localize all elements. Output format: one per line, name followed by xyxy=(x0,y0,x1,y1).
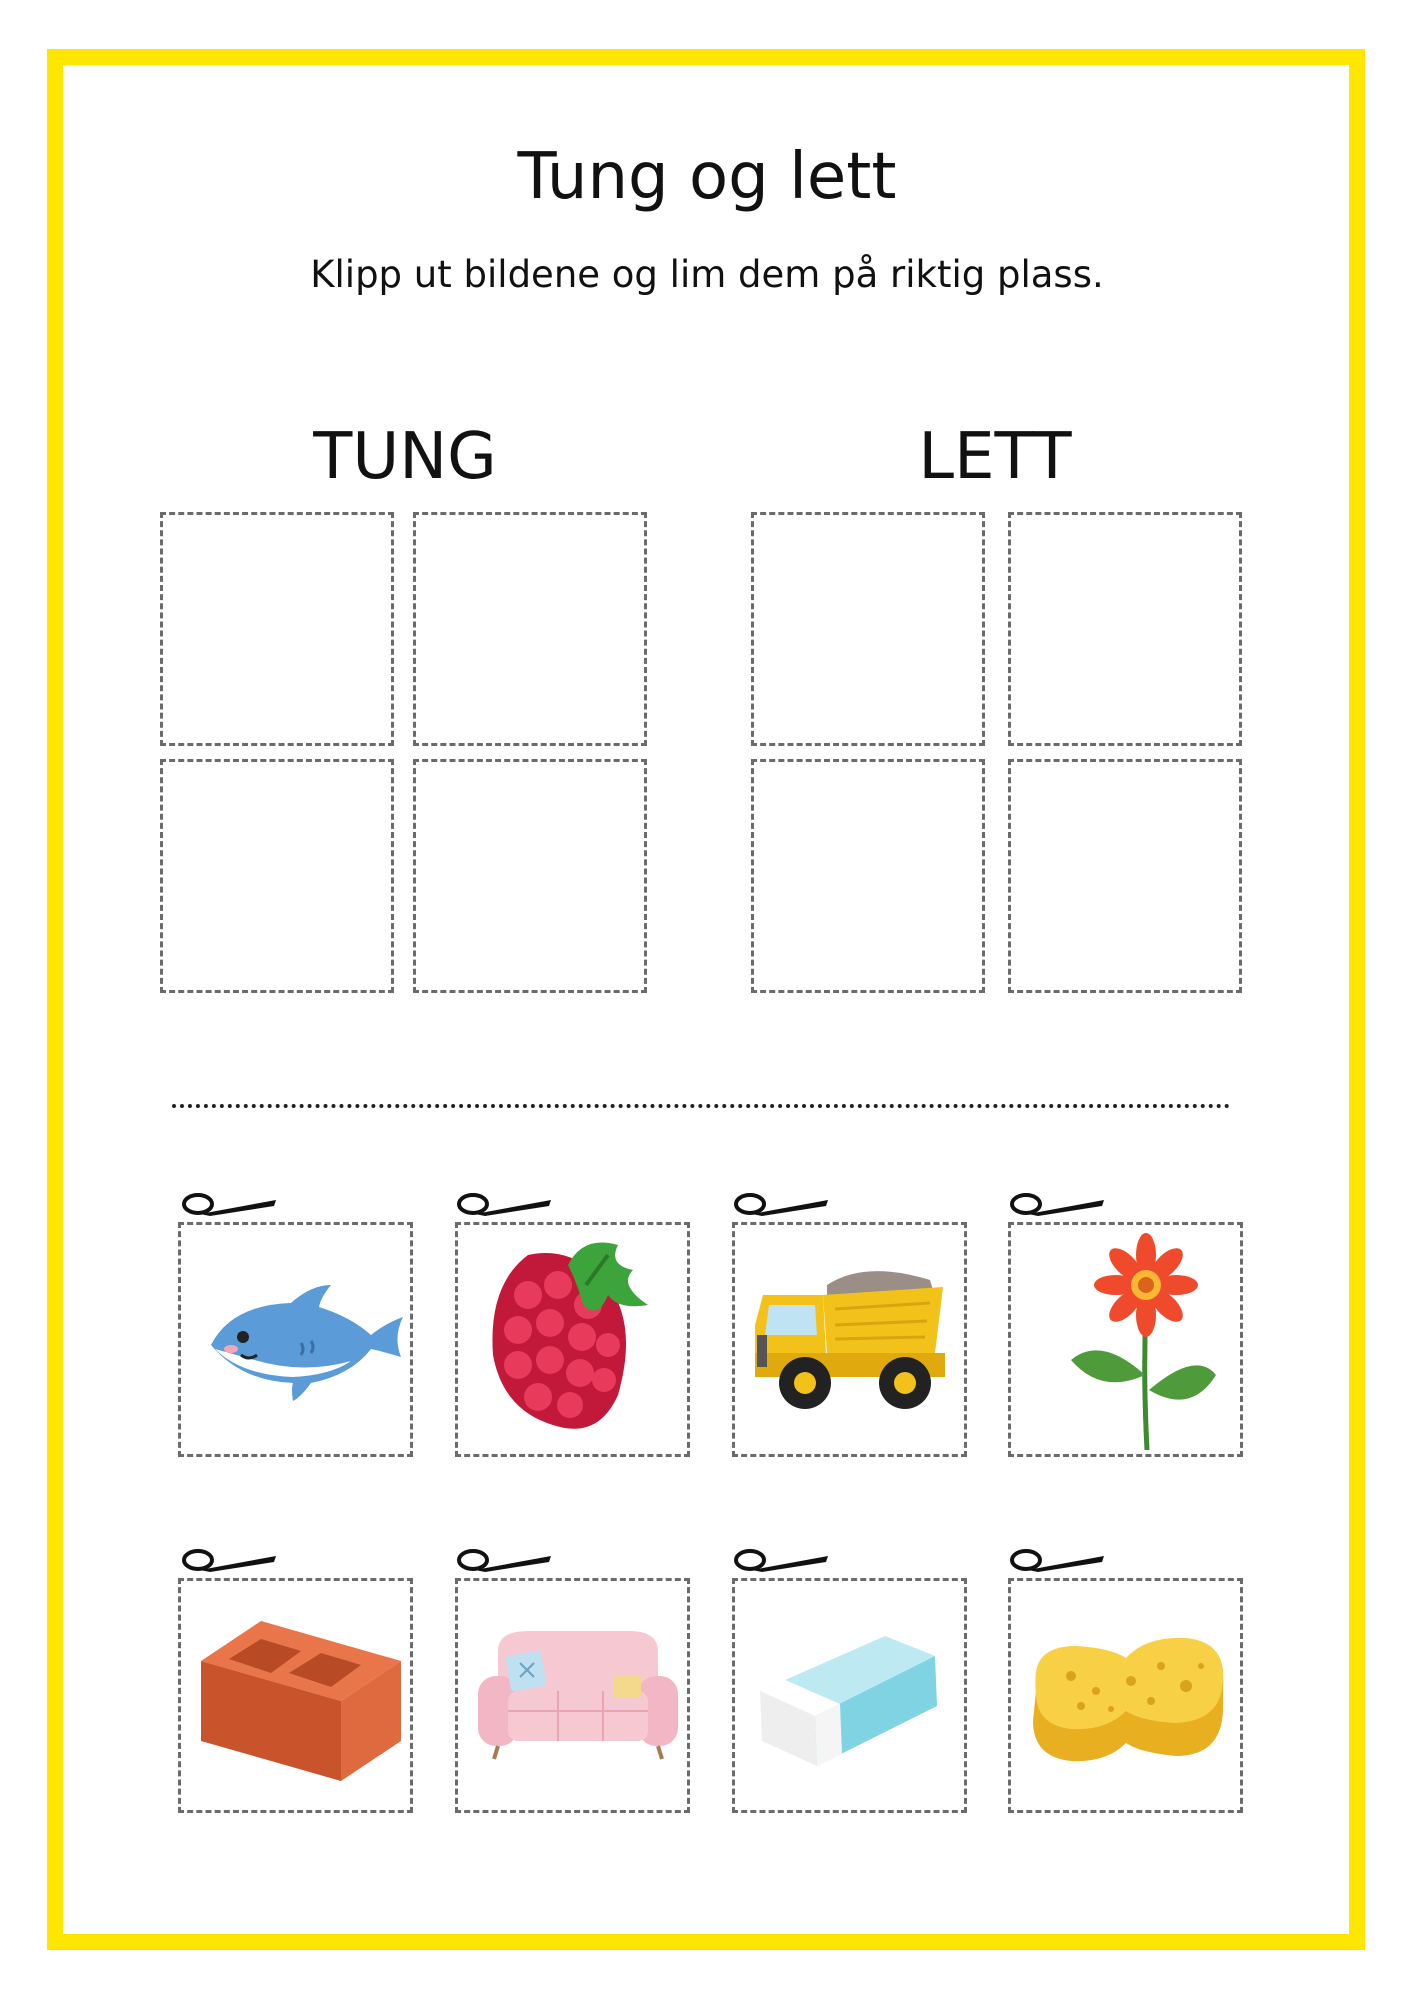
heavy-paste-box[interactable] xyxy=(160,759,394,993)
scissors-icon xyxy=(732,1548,832,1582)
dump-truck-icon xyxy=(735,1225,964,1454)
light-paste-box[interactable] xyxy=(1008,759,1242,993)
cutout-card-dump-truck[interactable] xyxy=(732,1222,967,1457)
light-paste-box[interactable] xyxy=(1008,512,1242,746)
cutout-card-sponge[interactable] xyxy=(1008,1578,1243,1813)
cutout-card-eraser[interactable] xyxy=(732,1578,967,1813)
heavy-paste-box[interactable] xyxy=(413,512,647,746)
cutout-card-raspberry[interactable] xyxy=(455,1222,690,1457)
cut-line-divider xyxy=(172,1104,1230,1108)
cutout-card-shark[interactable] xyxy=(178,1222,413,1457)
page-title: Tung og lett xyxy=(517,140,897,214)
scissors-icon xyxy=(732,1192,832,1226)
raspberry-icon xyxy=(458,1225,687,1454)
shark-icon xyxy=(181,1225,410,1454)
light-paste-box[interactable] xyxy=(751,759,985,993)
brick-icon xyxy=(181,1581,410,1810)
scissors-icon xyxy=(455,1548,555,1582)
scissors-icon xyxy=(455,1192,555,1226)
light-column-title: LETT xyxy=(918,420,1072,494)
scissors-icon xyxy=(1008,1548,1108,1582)
cutout-card-brick[interactable] xyxy=(178,1578,413,1813)
heavy-paste-box[interactable] xyxy=(413,759,647,993)
instruction-text: Klipp ut bildene og lim dem på riktig plass. xyxy=(310,253,1104,296)
heavy-column-title: TUNG xyxy=(313,420,497,494)
sponge-icon xyxy=(1011,1581,1240,1810)
cutout-card-flower[interactable] xyxy=(1008,1222,1243,1457)
scissors-icon xyxy=(180,1192,280,1226)
light-paste-box[interactable] xyxy=(751,512,985,746)
cutout-card-sofa[interactable] xyxy=(455,1578,690,1813)
eraser-icon xyxy=(735,1581,964,1810)
heavy-paste-box[interactable] xyxy=(160,512,394,746)
scissors-icon xyxy=(180,1548,280,1582)
sofa-icon xyxy=(458,1581,687,1810)
flower-icon xyxy=(1011,1225,1240,1454)
scissors-icon xyxy=(1008,1192,1108,1226)
